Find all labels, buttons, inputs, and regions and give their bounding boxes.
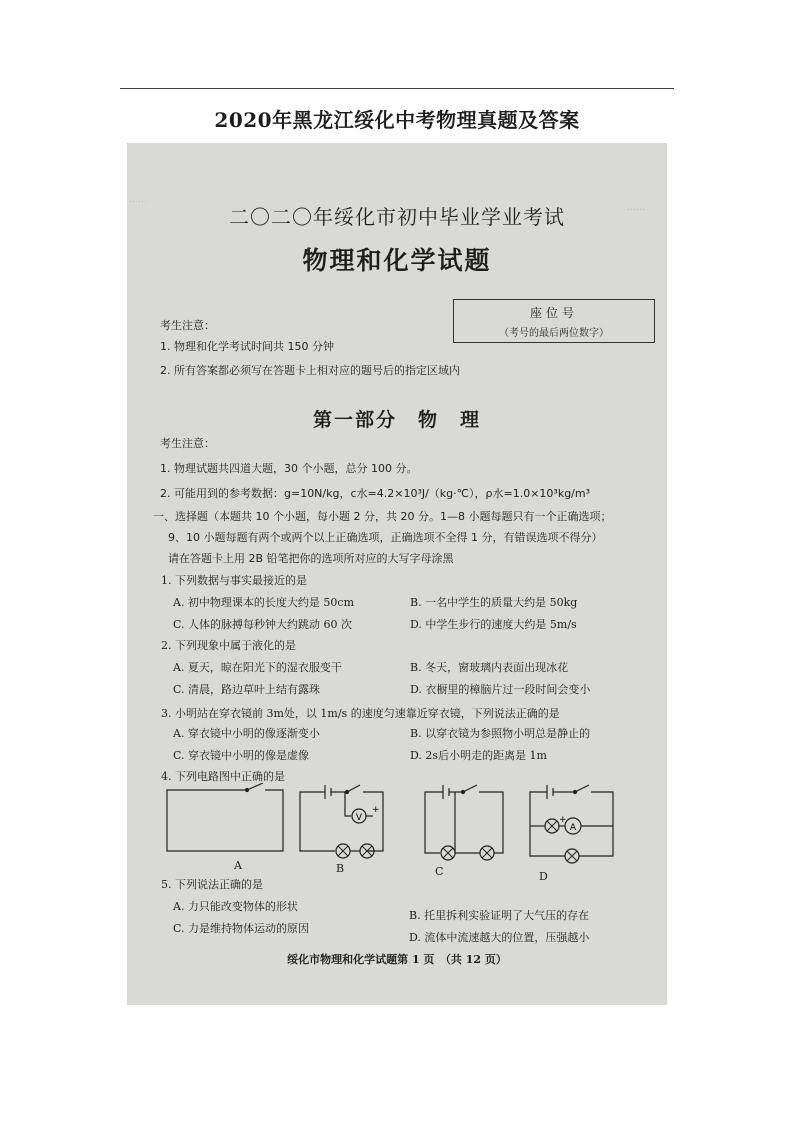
question-option: D. 衣橱里的樟脑片过一段时间会变小: [410, 683, 591, 696]
seat-box-note: （考号的最后两位数字）: [499, 328, 609, 339]
plus-sign: +: [559, 815, 567, 825]
question-stem: 2. 下列现象中属于液化的是: [161, 639, 296, 652]
question-option: D. 流体中流速越大的位置，压强越小: [409, 931, 590, 944]
seat-number-box: [453, 299, 655, 343]
question-option: B. 以穿衣镜为参照物小明总是静止的: [410, 727, 591, 740]
question-option: B. 一名中学生的质量大约是 50kg: [410, 596, 578, 609]
question-stem: 1. 下列数据与事实最接近的是: [161, 574, 307, 587]
part-title: 第一部分 物 理: [312, 409, 481, 431]
question-option: C. 力是维持物体运动的原因: [173, 922, 310, 935]
exam-name: 二〇二〇年绥化市初中毕业学业考试: [229, 205, 565, 229]
question-option: B. 托里拆利实验证明了大气压的存在: [409, 909, 590, 922]
circuit-diagrams: [155, 783, 645, 881]
question-option: C. 穿衣镜中小明的像是虚像: [173, 749, 310, 762]
top-rule: [120, 88, 674, 89]
circuit-label-b: B: [336, 862, 345, 875]
notice-item: 2. 所有答案都必须写在答题卡上相对应的题号后的指定区域内: [160, 364, 460, 377]
physics-notice-item: 2. 可能用到的参考数据：g=10N/kg，c水=4.2×10³J/（kg·℃），ρ水=1.0×10³kg/m³: [160, 487, 591, 500]
section-one-heading: 一、选择题（本题共 10 个小题，每小题 2 分，共 20 分。1—8 小题每题只有一个正确选项；: [153, 510, 612, 523]
physics-notice-heading: 考生注意：: [160, 437, 215, 450]
seat-box-label: 座位号: [529, 306, 578, 320]
voltmeter-symbol: V: [355, 813, 363, 823]
circuit-label-c: C: [435, 865, 444, 878]
bleed-through-mark: ……: [129, 195, 147, 205]
physics-notice-item: 1. 物理试题共四道大题，30 个小题，总分 100 分。: [160, 462, 418, 475]
question-stem: 3. 小明站在穿衣镜前 3m处，以 1m/s 的速度匀速靠近穿衣镜，下列说法正确的是: [161, 707, 560, 720]
circuit-a-diagram: [167, 783, 283, 851]
ammeter-symbol: A: [569, 823, 577, 833]
plus-sign: +: [372, 805, 380, 815]
question-option: D. 2s后小明走的距离是 1m: [410, 749, 547, 762]
page-footer: 绥化市物理和化学试题第 1 页 （共 12 页）: [287, 953, 507, 966]
question-stem: 4. 下列电路图中正确的是: [161, 770, 285, 783]
circuit-label-a: A: [234, 859, 242, 872]
section-one-instruction: 请在答题卡上用 2B 铅笔把你的选项所对应的大写字母涂黑: [168, 552, 454, 565]
document-title: 2020年黑龙江绥化中考物理真题及答案: [214, 108, 580, 132]
question-stem: 5. 下列说法正确的是: [161, 878, 263, 891]
question-option: A. 穿衣镜中小明的像逐渐变小: [173, 727, 320, 740]
question-option: A. 力只能改变物体的形状: [173, 900, 298, 913]
question-option: C. 人体的脉搏每秒钟大约跳动 60 次: [173, 618, 353, 631]
question-option: A. 初中物理课本的长度大约是 50cm: [173, 596, 355, 609]
question-option: A. 夏天，晾在阳光下的湿衣服变干: [173, 661, 342, 674]
notice-item: 1. 物理和化学考试时间共 150 分钟: [160, 340, 334, 353]
circuit-label-d: D: [539, 870, 548, 883]
section-one-rules: 9、10 小题每题有两个或两个以上正确选项，正确选项不全得 1 分，有错误选项不得分）: [168, 531, 603, 544]
scanned-exam-page: [127, 143, 667, 1005]
question-option: B. 冬天，窗玻璃内表面出现冰花: [410, 661, 569, 674]
question-option: C. 清晨，路边草叶上结有露珠: [173, 683, 321, 696]
paper-title: 物理和化学试题: [302, 246, 492, 275]
notice-heading: 考生注意：: [160, 319, 215, 332]
bleed-through-mark: ……: [627, 203, 645, 213]
question-option: D. 中学生步行的速度大约是 5m/s: [410, 618, 577, 631]
